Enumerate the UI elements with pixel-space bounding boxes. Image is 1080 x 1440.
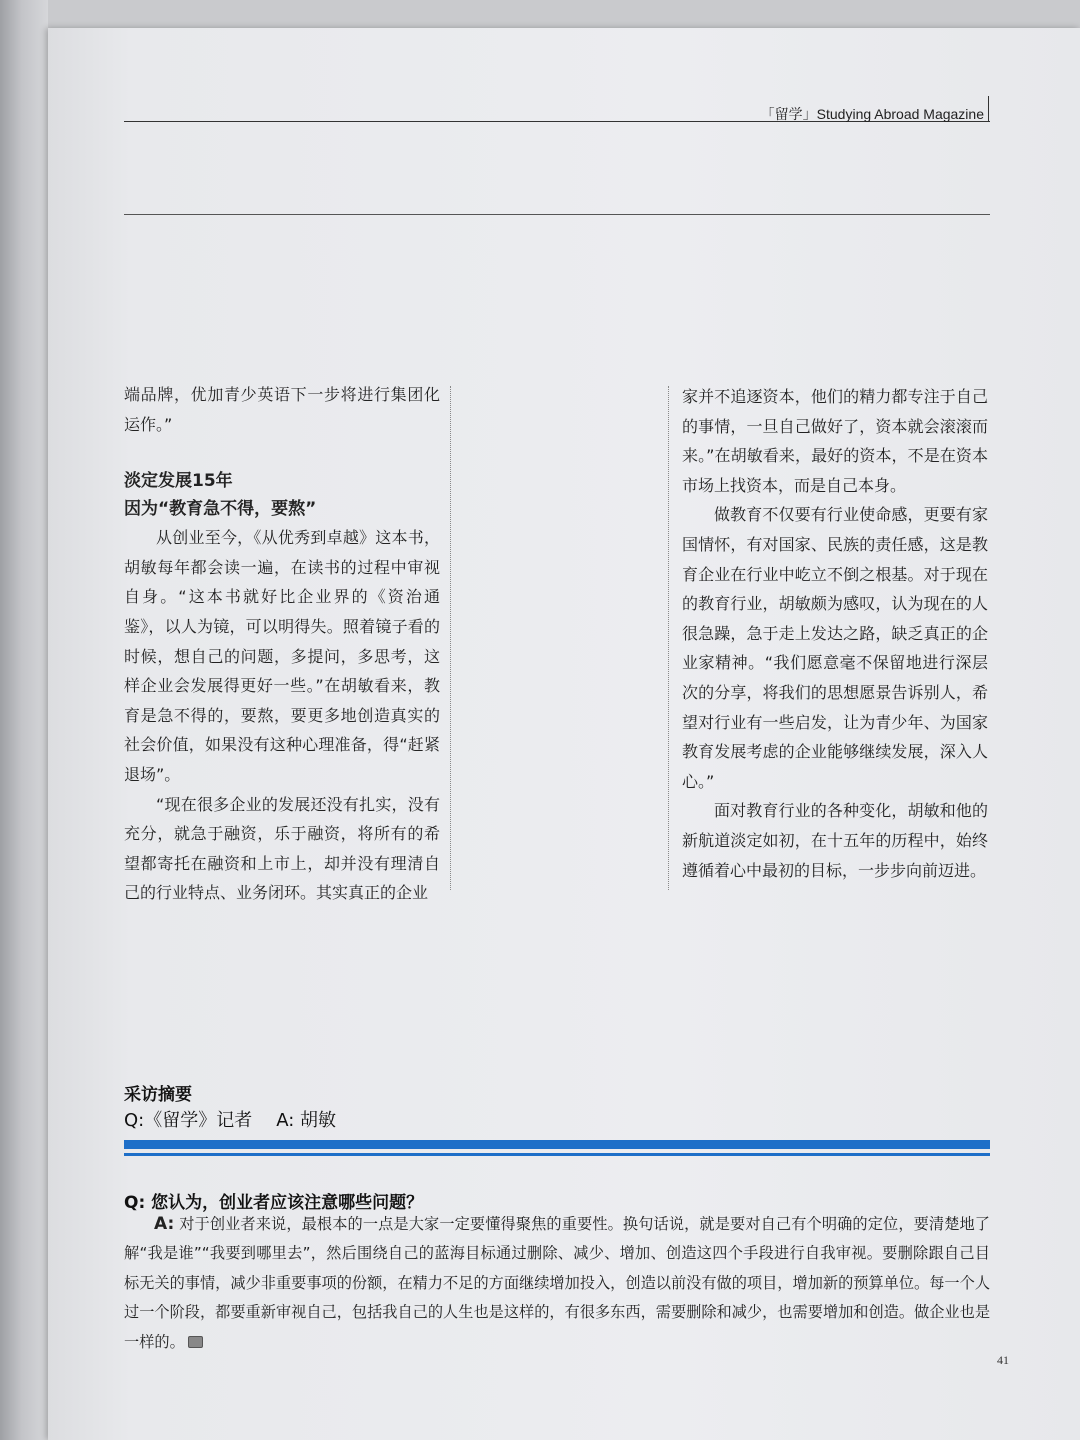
section-heading xyxy=(124,467,440,523)
blue-divider-bar xyxy=(124,1140,990,1149)
column-divider-left xyxy=(450,386,451,890)
end-mark-icon xyxy=(188,1336,203,1348)
paragraph: 家并不追逐资本，他们的精力都专注于自己的事情，一旦自己做好了，资本就会滚滚而来。”在胡敏看来，最好的资本，不是在资本市场上找资本，而是自己本身。 xyxy=(682,387,988,495)
interview-question: Q: 您认为，创业者应该注意哪些问题？ xyxy=(124,1193,424,1213)
paragraph: “现在很多企业的发展还没有扎实，没有充分，就急于融资，乐于融资，将所有的希望都寄托在融资和上市上，却并没有理清自己的行业特点、业务闭环。其实真正的企业 xyxy=(124,794,440,903)
answer-text: 对于创业者来说，最根本的一点是大家一定要懂得聚焦的重要性。换句话说，就是要对自己有个明确的定位，要清楚地了解“我是谁”“我要到哪里去”，然后围绕自己的蓝海目标通过删除、减少、增加、创造这四个手段进行自我审视。要删除跟自己目标无关的事情，减少非重要事项的份额，在精力不足的方面继续增加投入，创造以前没有做的项目，增加新的预算单位。每一个人过一个阶段，都要重新审视自己，包括我自己的人生也是这样的，有很多东西，需要删除和减少，也需要增加和创造。做企业也是一样的。 xyxy=(124,1215,990,1351)
right-column xyxy=(682,382,988,885)
paragraph: 做教育不仅要有行业使命感，更要有家国情怀，有对国家、民族的责任感，这是教育企业在行业中屹立不倒之根基。对于现在的教育行业，胡敏颇为感叹，认为现在的人很急躁，急于走上发达之路，缺乏真正的企业家精神。“我们愿意毫不保留地进行深层次的分享，将我们的思想愿景告诉别人，希望对行业有一些启发，让为青少年、为国家教育发展考虑的企业能够继续发展，深入人心。” xyxy=(682,505,988,791)
magazine-spine xyxy=(0,0,48,1440)
page-number: 41 xyxy=(997,1353,1009,1367)
section-heading-line1: 淡定发展15年 xyxy=(124,471,233,492)
question-role: Q:《留学》记者 xyxy=(124,1110,253,1131)
paragraph: 从创业至今，《从优秀到卓越》这本书，胡敏每年都会读一遍，在读书的过程中审视自身。“这本书就好比企业界的《资治通鉴》，以人为镜，可以明得失。照着镜子看的时候，想自己的问题，多提问，多思考，这样企业会发展得更好一些。”在胡敏看来，教育是急不得的，要熬，要更多地创造真实的社会价值，如果没有这种心理准备，得“赶紧退场”。 xyxy=(124,528,440,784)
column-divider-right xyxy=(668,386,669,890)
section-heading-line2: 因为“教育急不得，要熬” xyxy=(124,499,317,520)
answer-role: A: 胡敏 xyxy=(276,1110,337,1131)
section-rule xyxy=(124,214,990,215)
interview-answer xyxy=(124,1210,990,1357)
header-vertical-rule xyxy=(988,96,989,122)
answer-label: A: xyxy=(154,1214,175,1234)
interview-title: 采访摘要 xyxy=(124,1085,192,1105)
left-column xyxy=(124,380,440,908)
paragraph: 面对教育行业的各种变化，胡敏和他的新航道淡定如初，在十五年的历程中，始终遵循着心中最初的目标，一步步向前迈进。 xyxy=(682,801,988,880)
paragraph: 端品牌，优加青少英语下一步将进行集团化运作。” xyxy=(124,385,440,434)
magazine-header: 「留学」Studying Abroad Magazine xyxy=(760,106,984,122)
blue-divider-line xyxy=(124,1153,990,1156)
interview-roles xyxy=(124,1106,336,1132)
